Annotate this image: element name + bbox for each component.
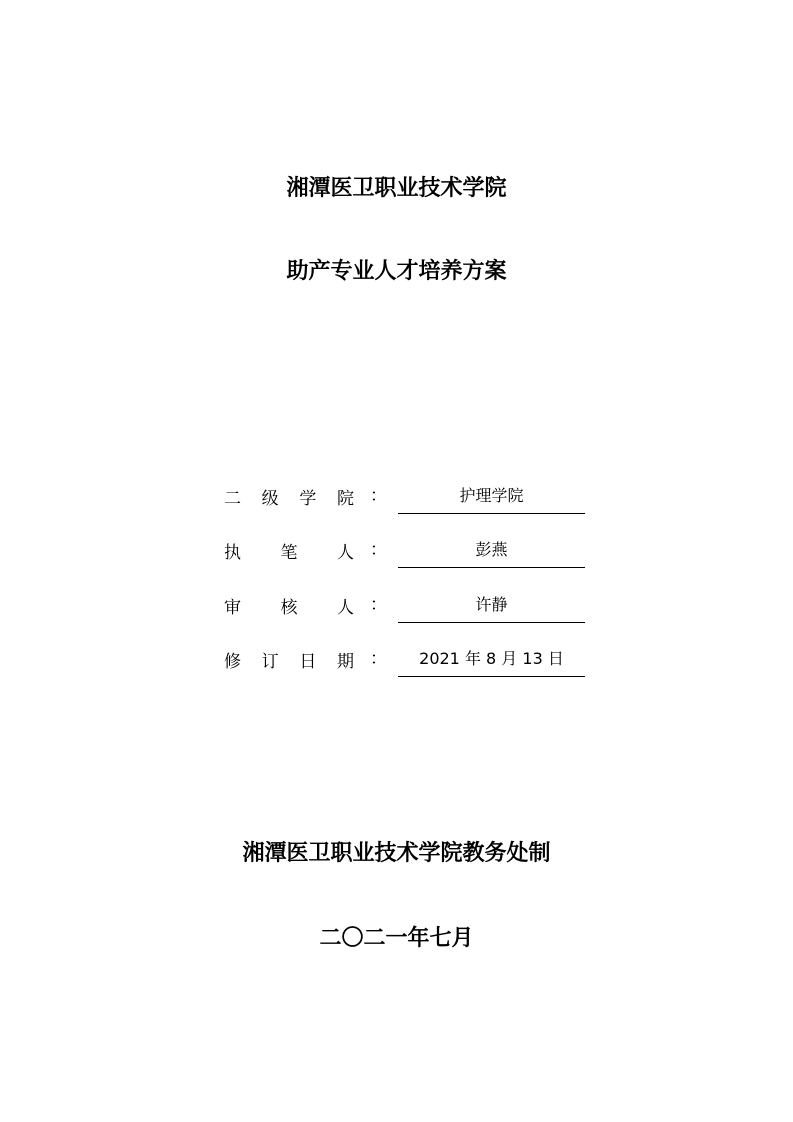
institution-title: 湘潭医卫职业技术学院 bbox=[286, 176, 507, 201]
label-char: 级 bbox=[261, 488, 279, 509]
field-label bbox=[224, 645, 354, 673]
field-value-author: 彭燕 bbox=[475, 540, 508, 559]
field-value-reviewer: 许静 bbox=[475, 595, 508, 614]
label-char: 审 bbox=[224, 597, 241, 618]
label-char: 学 bbox=[299, 488, 317, 509]
label-char: 核 bbox=[280, 597, 298, 618]
date-title: 二〇二一年七月 bbox=[319, 926, 474, 951]
label-char: 笔 bbox=[280, 542, 298, 563]
field-row-college bbox=[0, 482, 793, 516]
field-row-author bbox=[0, 536, 793, 570]
label-char: 人 bbox=[337, 542, 354, 563]
field-underline bbox=[398, 676, 585, 677]
issuer-title: 湘潭医卫职业技术学院教务处制 bbox=[242, 841, 551, 866]
field-colon: ： bbox=[370, 486, 387, 506]
field-underline bbox=[398, 513, 585, 514]
label-char: 执 bbox=[224, 542, 241, 563]
label-char: 院 bbox=[336, 488, 354, 509]
field-underline bbox=[398, 622, 585, 623]
label-char: 人 bbox=[337, 597, 354, 618]
field-colon: ： bbox=[370, 595, 387, 615]
field-value-revision-date: 2021 年 8 月 13 日 bbox=[419, 649, 564, 668]
label-char: 期 bbox=[336, 651, 354, 672]
field-colon: ： bbox=[370, 649, 387, 669]
field-row-revision-date bbox=[0, 645, 793, 679]
plan-title: 助产专业人才培养方案 bbox=[286, 259, 507, 284]
label-char: 订 bbox=[261, 651, 279, 672]
field-label bbox=[224, 536, 354, 564]
label-char: 日 bbox=[299, 651, 317, 672]
label-char: 二 bbox=[224, 488, 241, 509]
field-label bbox=[224, 591, 354, 619]
field-label bbox=[224, 482, 354, 510]
label-char: 修 bbox=[224, 651, 241, 672]
field-row-reviewer bbox=[0, 591, 793, 625]
field-underline bbox=[398, 567, 585, 568]
field-value-college: 护理学院 bbox=[459, 486, 524, 505]
field-colon: ： bbox=[370, 540, 387, 560]
